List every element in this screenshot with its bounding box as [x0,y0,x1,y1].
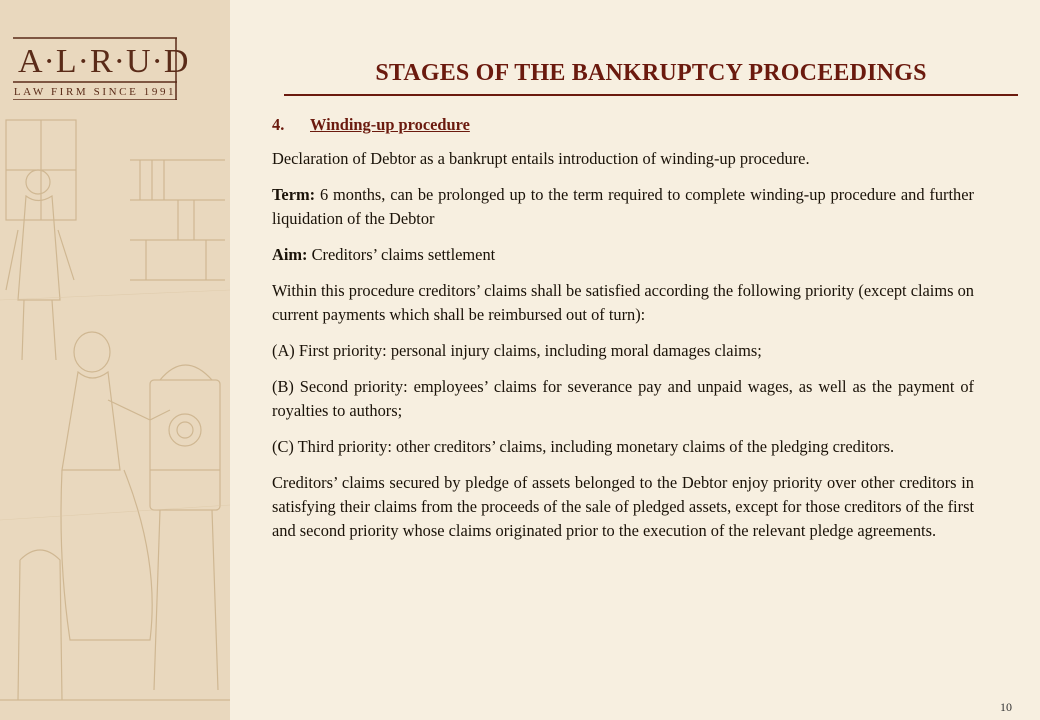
section-heading [272,113,974,137]
term-text: 6 months, can be prolonged up to the term required to complete winding-up procedure and further liquidation of the Debtor [272,185,974,228]
declaration-paragraph: Declaration of Debtor as a bankrupt entails introduction of winding-up procedure. [272,149,810,168]
page-title: STAGES OF THE BANKRUPTCY PROCEEDINGS [375,60,927,86]
term-label: Term: [272,185,316,204]
decorative-side-panel [0,0,230,720]
section-heading-text: Winding-up procedure [310,115,470,134]
priority-b-paragraph: (B) Second priority: employees’ claims for severance pay and unpaid wages, as well as the payment of royalties to authors; [272,377,974,420]
vintage-office-illustration [0,0,230,720]
main-content [272,113,974,555]
priority-a-paragraph: (A) First priority: personal injury claims, including moral damages claims; [272,341,762,360]
aim-paragraph [272,243,974,267]
section-number: 4. [272,115,285,134]
page-number: 10 [1000,700,1012,714]
title-underline [284,94,1018,96]
term-paragraph [272,183,974,231]
aim-text: Creditors’ claims settlement [307,245,496,264]
alrud-logo [12,34,190,106]
logo-wordmark: A·L·R·U·D [18,43,190,80]
priority-intro-paragraph: Within this procedure creditors’ claims shall be satisfied according the following priority (except claims on current payments which shall be reimbursed out of turn): [272,281,974,324]
priority-c-paragraph: (C) Third priority: other creditors’ claims, including monetary claims of the pledging creditors. [272,437,895,456]
aim-label: Aim: [272,245,308,264]
logo-tagline: LAW FIRM SINCE 1991 [13,86,177,98]
secured-claims-paragraph: Creditors’ claims secured by pledge of assets belonged to the Debtor enjoy priority over other creditors in satisfying their claims from the proceeds of the sale of pledged assets, except for those creditors of the first and second priority whose claims originated prior to the execution of the relevant pledge agreements. [272,473,974,540]
